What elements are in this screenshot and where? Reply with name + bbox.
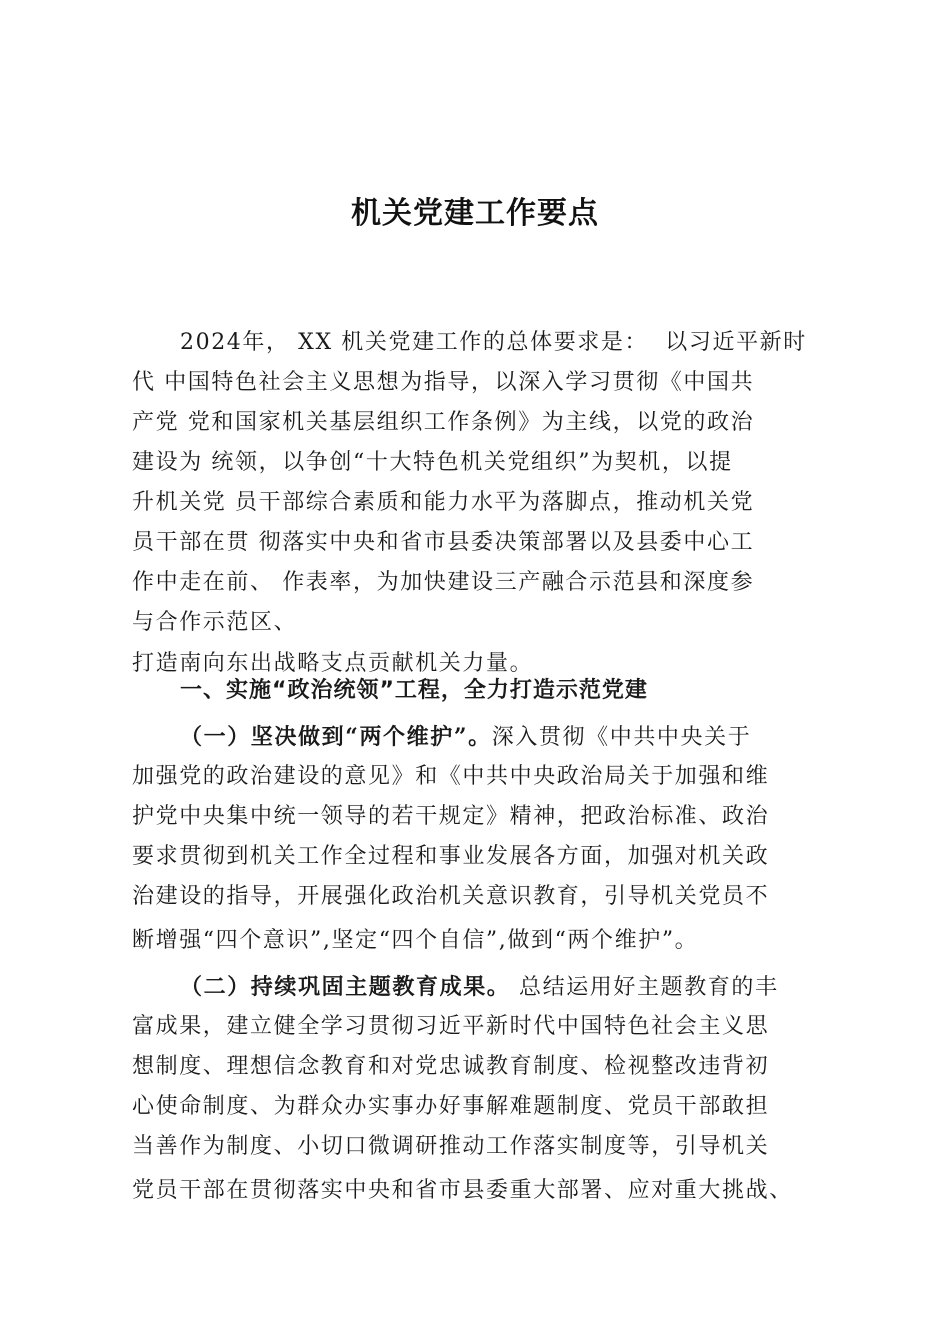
intro-line-8: 与合作示范区、: [132, 610, 298, 635]
item2-label: （二）持续巩固主题教育成果。: [180, 974, 511, 1000]
item2-line-6: 党员干部在贯彻落实中央和省市县委重大部署、应对重大挑战、: [132, 1178, 793, 1203]
section-heading: 一、实施“政治统领”工程，全力打造示范党建: [180, 678, 648, 703]
item1-line-6: 断增强“四个意识”,坚定“四个自信”,做到“两个维护”。: [132, 928, 699, 953]
intro-line-5: 升机关党 员干部综合素质和能力水平为落脚点，推动机关党: [132, 490, 755, 515]
item1-first-line-text: 深入贯彻《中共中央关于: [491, 725, 752, 750]
item2-first-line: [180, 974, 779, 1001]
item1-line-5: 治建设的指导，开展强化政治机关意识教育，引导机关党员不: [132, 884, 770, 909]
item1-first-line: [180, 724, 751, 751]
intro-line-3: 产党 党和国家机关基层组织工作条例》为主线，以党的政治: [132, 410, 755, 435]
intro-line-6: 员干部在贯 彻落实中央和省市县委决策部署以及县委中心工: [132, 530, 755, 555]
intro-line-2: 代 中国特色社会主义思想为指导，以深入学习贯彻《中国共: [132, 370, 755, 395]
item2-first-line-text: 总结运用好主题教育的丰: [510, 975, 779, 1000]
item1-line-4: 要求贯彻到机关工作全过程和事业发展各方面，加强对机关政: [132, 844, 770, 869]
intro-line-7: 作中走在前、 作表率，为加快建设三产融合示范县和深度参: [132, 570, 755, 595]
item1-label: （一）坚决做到“两个维护”。: [180, 724, 492, 750]
item1-line-3: 护党中央集中统一领导的若干规定》精神，把政治标准、政治: [132, 804, 770, 829]
item2-line-5: 当善作为制度、小切口微调研推动工作落实制度等，引导机关: [132, 1134, 770, 1159]
document-title: 机关党建工作要点: [351, 196, 599, 231]
item2-line-3: 想制度、理想信念教育和对党忠诚教育制度、检视整改违背初: [132, 1054, 770, 1079]
intro-line-9: 打造南向东出战略支点贡献机关力量。: [132, 651, 534, 676]
item1-line-2: 加强党的政治建设的意见》和《中共中央政治局关于加强和维: [132, 764, 770, 789]
item2-line-2: 富成果，建立健全学习贯彻习近平新时代中国特色社会主义思: [132, 1014, 770, 1039]
item2-line-4: 心使命制度、为群众办实事办好事解难题制度、党员干部敢担: [132, 1094, 770, 1119]
intro-line-1: 2024年， XX 机关党建工作的总体要求是： 以习近平新时: [180, 330, 807, 355]
intro-line-4: 建设为 统领，以争创“十大特色机关党组织”为契机，以提: [132, 450, 733, 475]
